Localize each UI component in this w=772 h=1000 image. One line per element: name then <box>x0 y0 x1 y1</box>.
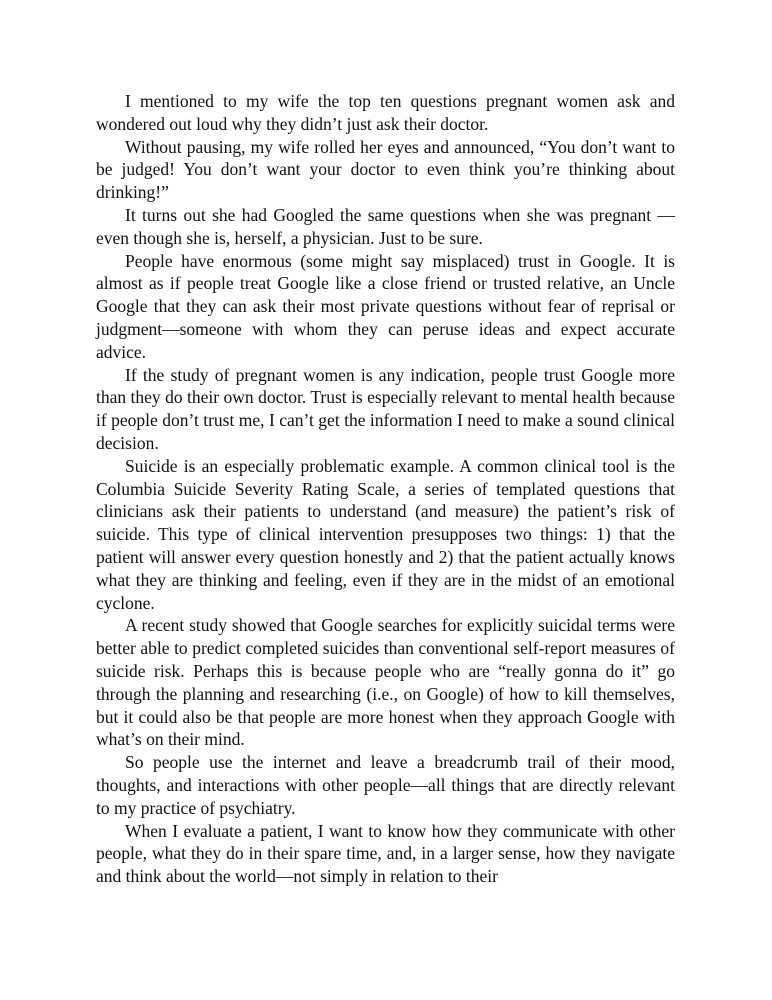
paragraph: I mentioned to my wife the top ten questions pregnant women ask and wondered out loud why they didn’t just ask their doctor. <box>96 91 675 134</box>
paragraph: Suicide is an especially problematic example. A common clinical tool is the Columbia Suicide Severity Rating Scale, a series of templated questions that clinicians ask their patients to understand (and measure) the patient’s risk of suicide. This type of clinical intervention presupposes two things: 1) that the patient will answer every question honestly and 2) that the patient actually knows what they are thinking and feeling, even if they are in the midst of an emotional cyclone. <box>96 455 675 613</box>
paragraph: So people use the internet and leave a breadcrumb trail of their mood, thoughts, and interactions with other people—all things that are directly relevant to my practice of psychiatry. <box>96 752 675 818</box>
paragraph: It turns out she had Googled the same questions when she was pregnant —even though she is, herself, a physician. Just to be sure. <box>96 204 675 248</box>
paragraph: A recent study showed that Google searches for explicitly suicidal terms were better able to predict completed suicides than conventional self-report measures of suicide risk. Perhaps this is because people who are “really gonna do it” go through the planning and researching (i.e., on Google) of how to kill themselves, but it could also be that people are more honest when they approach Google with what’s on their mind. <box>96 615 675 750</box>
paragraph: People have enormous (some might say misplaced) trust in Google. It is almost as if people treat Google like a close friend or trusted relative, an Uncle Google that they can ask their most private questions without fear of reprisal or judgment—someone with whom they can peruse ideas and expect accurate advice. <box>96 250 675 362</box>
paragraph: When I evaluate a patient, I want to know how they communicate with other people, what they do in their spare time, and, in a larger sense, how they navigate and think about the world—not simply in relation to their <box>96 820 675 887</box>
paragraph: Without pausing, my wife rolled her eyes and announced, “You don’t want to be judged! You don’t want your doctor to even think you’re thinking about drinking!” <box>96 136 675 203</box>
paragraph: If the study of pregnant women is any indication, people trust Google more than they do their own doctor. Trust is especially relevant to mental health because if people don’t trust me, I can’t get the information I need to make a sound clinical decision. <box>96 364 675 453</box>
page-body <box>96 90 675 888</box>
